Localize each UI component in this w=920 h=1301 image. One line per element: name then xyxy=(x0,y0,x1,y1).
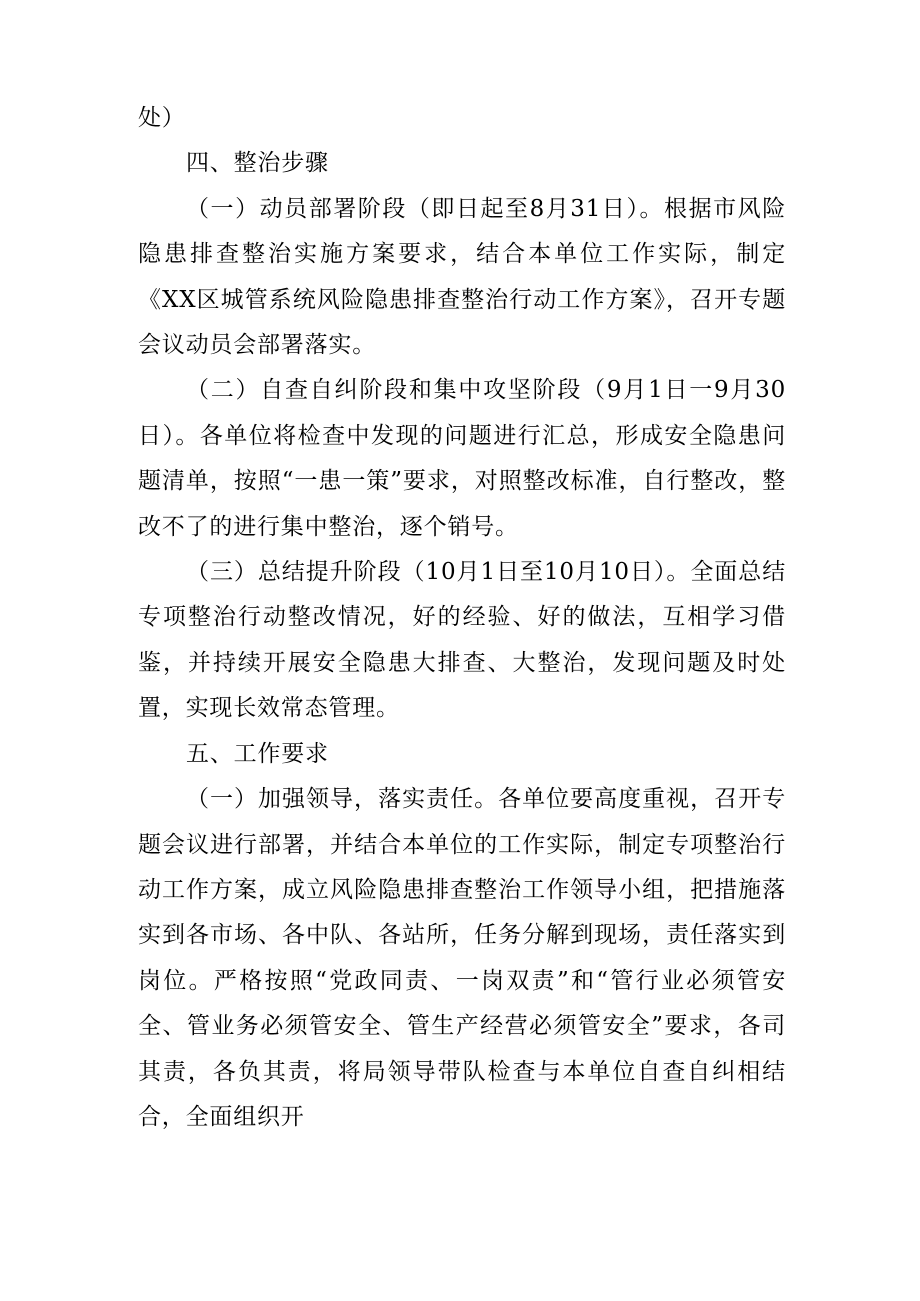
continuation-text: 处） xyxy=(138,105,186,131)
section-heading-requirements: 五、工作要求 xyxy=(186,740,329,767)
paragraph-summary-stage: （三）总结提升阶段（10月1日至10月10日）。全面总结专项整治行动整改情况，好的经验、好的做法，互相学习借鉴，并持续开展安全隐患大排查、大整治，发现问题及时处置，实现长效常态管理。 xyxy=(138,559,786,722)
paragraph-mobilization-stage: （一）动员部署阶段（即日起至8月31日）。根据市风险隐患排查整治实施方案要求，结合本单位工作实际，制定《XX区城管系统风险隐患排查整治行动工作方案》，召开专题会议动员会部署落实。 xyxy=(138,195,786,359)
paragraph-leadership-responsibility: （一）加强领导，落实责任。各单位要高度重视，召开专题会议进行部署，并结合本单位的工作实际，制定专项整治行动工作方案，成立风险隐患排查整治工作领导小组，把措施落实到各市场、各中队、各站所，任务分解到现场，责任落实到岗位。严格按照“党政同责、一岗双责”和“管行业必须管安全、管业务必须管安全、管生产经营必须管安全”要求，各司其责，各负其责，将局领导带队检查与本单位自查自纠相结合，全面组织开 xyxy=(138,786,786,1130)
document-body xyxy=(138,96,786,1140)
paragraph-self-inspection-stage: （二）自查自纠阶段和集中攻坚阶段（9月1日一9月30日）。各单位将检查中发现的问题进行汇总，形成安全隐患问题清单，按照“一患一策”要求，对照整改标准，自行整改，整改不了的进行集中整治，逐个销号。 xyxy=(138,377,786,540)
section-heading-steps: 四、整治步骤 xyxy=(186,150,329,177)
